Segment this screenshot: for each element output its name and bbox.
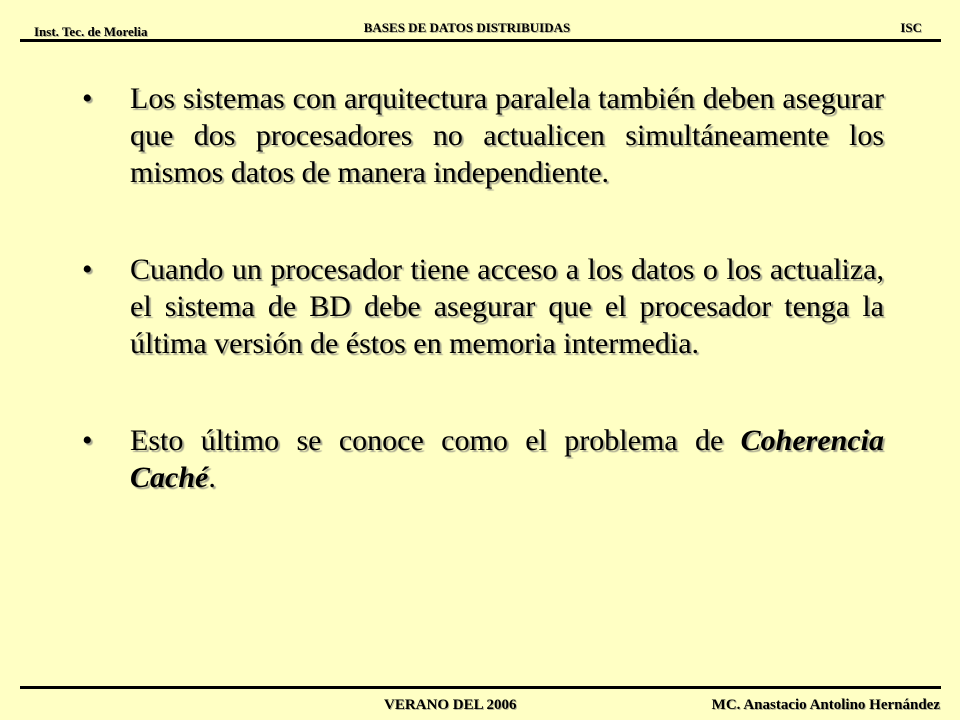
header-course-title: BASES DE DATOS DISTRIBUIDAS: [363, 20, 571, 35]
bullet-text: Los sistemas con arquitectura paralela también deben asegurar que dos procesadores no actualicen simultáneamente los mismos datos de manera independiente.: [130, 82, 884, 189]
bullet-item: [78, 251, 884, 362]
header-program: ISC: [900, 20, 922, 35]
bullet-item: [78, 80, 884, 191]
footer-rule: [20, 686, 941, 689]
footer-term: VERANO DEL 2006: [384, 697, 517, 713]
header-institution: Inst. Tec. de Morelia: [34, 24, 148, 39]
bullet-marker: •: [82, 82, 93, 115]
bullet-text-end: .: [208, 461, 216, 494]
bullet-item: [78, 422, 884, 496]
emphasized-term: Coherencia Caché: [130, 424, 884, 494]
slide-body: [78, 80, 884, 496]
header-rule: [20, 39, 941, 42]
bullet-marker: •: [82, 424, 93, 457]
footer-author: MC. Anastacio Antolino Hernández: [711, 697, 940, 713]
bullet-marker: •: [82, 253, 93, 286]
bullet-text: Cuando un procesador tiene acceso a los datos o los actualiza, el sistema de BD debe asegurar que el procesador tenga la última versión de éstos en memoria intermedia.: [130, 253, 884, 360]
bullet-text: Esto último se conoce como el problema de: [130, 424, 741, 457]
